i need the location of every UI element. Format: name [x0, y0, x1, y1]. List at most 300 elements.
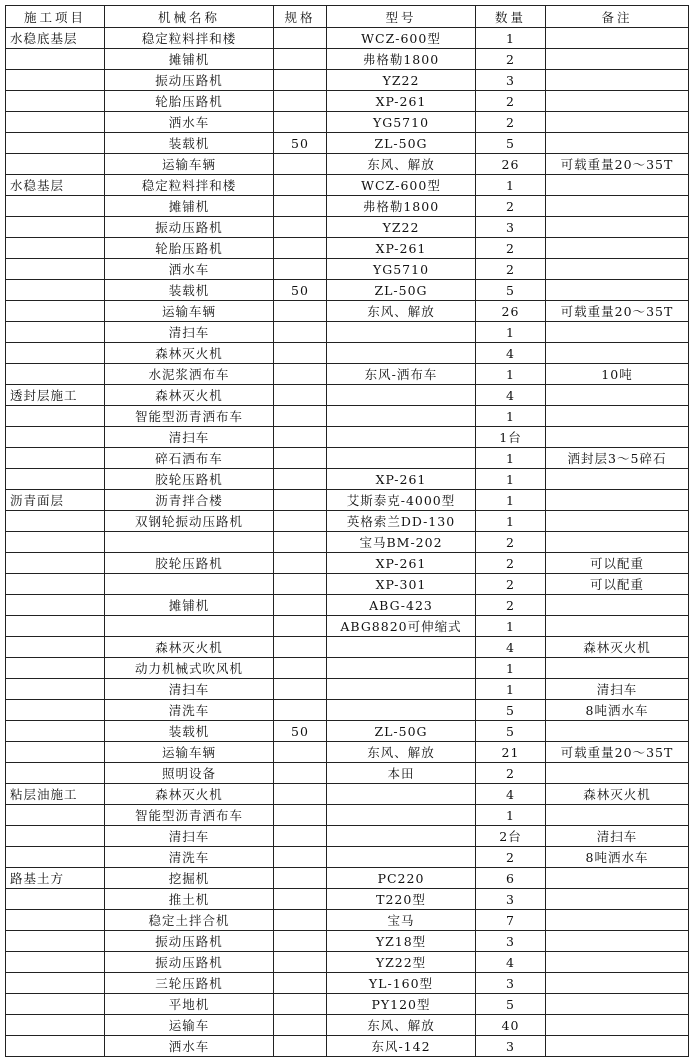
- machine-name-cell: 振动压路机: [105, 931, 274, 952]
- table-row: [6, 868, 689, 889]
- spec-cell: [274, 469, 327, 490]
- note-cell: [546, 70, 689, 91]
- machine-name-cell: [105, 574, 274, 595]
- header-quantity: 数量: [476, 6, 546, 28]
- spec-cell: [274, 868, 327, 889]
- note-cell: [546, 805, 689, 826]
- machine-name-cell: 胶轮压路机: [105, 553, 274, 574]
- project-cell: [6, 931, 105, 952]
- spec-cell: [274, 448, 327, 469]
- project-cell: 路基土方: [6, 868, 105, 889]
- table-row: [6, 679, 689, 700]
- note-cell: [546, 175, 689, 196]
- model-cell: [327, 322, 476, 343]
- spec-cell: [274, 784, 327, 805]
- quantity-cell: 2: [476, 259, 546, 280]
- note-cell: [546, 217, 689, 238]
- quantity-cell: 1: [476, 28, 546, 49]
- note-cell: [546, 490, 689, 511]
- model-cell: 宝马BM-202: [327, 532, 476, 553]
- spec-cell: [274, 112, 327, 133]
- quantity-cell: 1台: [476, 427, 546, 448]
- model-cell: YZ22: [327, 70, 476, 91]
- note-cell: [546, 910, 689, 931]
- machine-name-cell: 稳定土拌合机: [105, 910, 274, 931]
- model-cell: YG5710: [327, 259, 476, 280]
- model-cell: PC220: [327, 868, 476, 889]
- machine-name-cell: 轮胎压路机: [105, 238, 274, 259]
- model-cell: 本田: [327, 763, 476, 784]
- quantity-cell: 1: [476, 679, 546, 700]
- model-cell: YZ18型: [327, 931, 476, 952]
- spec-cell: [274, 196, 327, 217]
- project-cell: [6, 700, 105, 721]
- quantity-cell: 2: [476, 196, 546, 217]
- spec-cell: 50: [274, 280, 327, 301]
- table-row: [6, 91, 689, 112]
- spec-cell: [274, 595, 327, 616]
- spec-cell: [274, 574, 327, 595]
- table-row: [6, 700, 689, 721]
- table-row: [6, 784, 689, 805]
- project-cell: [6, 973, 105, 994]
- spec-cell: [274, 49, 327, 70]
- machine-name-cell: 洒水车: [105, 1036, 274, 1057]
- project-cell: [6, 217, 105, 238]
- project-cell: [6, 469, 105, 490]
- table-row: [6, 364, 689, 385]
- quantity-cell: 3: [476, 1036, 546, 1057]
- note-cell: [546, 427, 689, 448]
- project-cell: [6, 763, 105, 784]
- machine-name-cell: 振动压路机: [105, 952, 274, 973]
- spec-cell: [274, 490, 327, 511]
- note-cell: [546, 721, 689, 742]
- machine-name-cell: 运输车辆: [105, 154, 274, 175]
- table-row: [6, 301, 689, 322]
- table-row: [6, 28, 689, 49]
- project-cell: [6, 553, 105, 574]
- table-row: [6, 994, 689, 1015]
- project-cell: [6, 154, 105, 175]
- model-cell: YL-160型: [327, 973, 476, 994]
- equipment-table: [5, 5, 689, 1057]
- quantity-cell: 3: [476, 217, 546, 238]
- header-note: 备注: [546, 6, 689, 28]
- table-row: [6, 616, 689, 637]
- note-cell: [546, 931, 689, 952]
- machine-name-cell: 清扫车: [105, 322, 274, 343]
- machine-name-cell: 运输车辆: [105, 301, 274, 322]
- machine-name-cell: [105, 616, 274, 637]
- spec-cell: [274, 343, 327, 364]
- model-cell: YG5710: [327, 112, 476, 133]
- spec-cell: [274, 658, 327, 679]
- quantity-cell: 2: [476, 91, 546, 112]
- table-row: [6, 532, 689, 553]
- quantity-cell: 1: [476, 511, 546, 532]
- project-cell: [6, 574, 105, 595]
- spec-cell: [274, 70, 327, 91]
- note-cell: [546, 763, 689, 784]
- project-cell: [6, 133, 105, 154]
- model-cell: [327, 427, 476, 448]
- spec-cell: [274, 301, 327, 322]
- spec-cell: [274, 217, 327, 238]
- table-row: [6, 952, 689, 973]
- project-cell: [6, 889, 105, 910]
- machine-name-cell: 智能型沥青洒布车: [105, 805, 274, 826]
- table-row: [6, 448, 689, 469]
- quantity-cell: 2: [476, 574, 546, 595]
- spec-cell: [274, 910, 327, 931]
- table-row: [6, 154, 689, 175]
- quantity-cell: 1: [476, 658, 546, 679]
- quantity-cell: 5: [476, 721, 546, 742]
- spec-cell: [274, 322, 327, 343]
- table-row: [6, 427, 689, 448]
- model-cell: WCZ-600型: [327, 28, 476, 49]
- table-header: [6, 6, 689, 28]
- project-cell: [6, 1036, 105, 1057]
- model-cell: 弗格勒1800: [327, 49, 476, 70]
- machine-name-cell: 清洗车: [105, 700, 274, 721]
- project-cell: [6, 721, 105, 742]
- project-cell: [6, 742, 105, 763]
- table-row: [6, 742, 689, 763]
- machine-name-cell: 森林灭火机: [105, 385, 274, 406]
- spec-cell: [274, 175, 327, 196]
- project-cell: [6, 952, 105, 973]
- note-cell: [546, 952, 689, 973]
- quantity-cell: 5: [476, 700, 546, 721]
- quantity-cell: 26: [476, 154, 546, 175]
- quantity-cell: 7: [476, 910, 546, 931]
- model-cell: 东风、解放: [327, 301, 476, 322]
- quantity-cell: 6: [476, 868, 546, 889]
- table-row: [6, 511, 689, 532]
- machine-name-cell: 推土机: [105, 889, 274, 910]
- note-cell: [546, 658, 689, 679]
- table-row: [6, 406, 689, 427]
- model-cell: T220型: [327, 889, 476, 910]
- project-cell: [6, 616, 105, 637]
- project-cell: [6, 322, 105, 343]
- machine-name-cell: [105, 532, 274, 553]
- machine-name-cell: 运输车辆: [105, 742, 274, 763]
- note-cell: [546, 532, 689, 553]
- machine-name-cell: 稳定粒料拌和楼: [105, 28, 274, 49]
- quantity-cell: 1: [476, 469, 546, 490]
- machine-name-cell: 森林灭火机: [105, 343, 274, 364]
- table-row: [6, 385, 689, 406]
- machine-name-cell: 清洗车: [105, 847, 274, 868]
- note-cell: [546, 259, 689, 280]
- quantity-cell: 26: [476, 301, 546, 322]
- note-cell: [546, 469, 689, 490]
- spec-cell: [274, 28, 327, 49]
- model-cell: [327, 637, 476, 658]
- quantity-cell: 5: [476, 133, 546, 154]
- spec-cell: [274, 532, 327, 553]
- project-cell: [6, 595, 105, 616]
- model-cell: 艾斯泰克-4000型: [327, 490, 476, 511]
- model-cell: XP-301: [327, 574, 476, 595]
- model-cell: 东风、解放: [327, 154, 476, 175]
- table-row: [6, 763, 689, 784]
- note-cell: [546, 238, 689, 259]
- quantity-cell: 3: [476, 931, 546, 952]
- note-cell: [546, 280, 689, 301]
- project-cell: 透封层施工: [6, 385, 105, 406]
- table-row: [6, 490, 689, 511]
- model-cell: [327, 406, 476, 427]
- quantity-cell: 2: [476, 553, 546, 574]
- spec-cell: [274, 1036, 327, 1057]
- spec-cell: [274, 679, 327, 700]
- table-row: [6, 721, 689, 742]
- table-row: [6, 175, 689, 196]
- model-cell: 东风、解放: [327, 742, 476, 763]
- machine-name-cell: 摊铺机: [105, 196, 274, 217]
- quantity-cell: 3: [476, 70, 546, 91]
- machine-name-cell: 胶轮压路机: [105, 469, 274, 490]
- table-row: [6, 469, 689, 490]
- quantity-cell: 4: [476, 952, 546, 973]
- project-cell: [6, 112, 105, 133]
- quantity-cell: 2: [476, 112, 546, 133]
- spec-cell: 50: [274, 721, 327, 742]
- model-cell: ABG8820可伸缩式: [327, 616, 476, 637]
- header-model: 型号: [327, 6, 476, 28]
- project-cell: [6, 679, 105, 700]
- machine-name-cell: 沥青拌合楼: [105, 490, 274, 511]
- machine-name-cell: 轮胎压路机: [105, 91, 274, 112]
- model-cell: XP-261: [327, 91, 476, 112]
- machine-name-cell: 森林灭火机: [105, 637, 274, 658]
- quantity-cell: 3: [476, 889, 546, 910]
- quantity-cell: 1: [476, 364, 546, 385]
- quantity-cell: 4: [476, 637, 546, 658]
- note-cell: [546, 91, 689, 112]
- spec-cell: [274, 553, 327, 574]
- spec-cell: [274, 406, 327, 427]
- model-cell: [327, 343, 476, 364]
- table-row: [6, 658, 689, 679]
- project-cell: [6, 847, 105, 868]
- note-cell: [546, 1015, 689, 1036]
- project-cell: [6, 532, 105, 553]
- quantity-cell: 2: [476, 532, 546, 553]
- note-cell: 可以配重: [546, 574, 689, 595]
- quantity-cell: 1: [476, 448, 546, 469]
- quantity-cell: 40: [476, 1015, 546, 1036]
- note-cell: [546, 595, 689, 616]
- header-project: 施工项目: [6, 6, 105, 28]
- table-row: [6, 259, 689, 280]
- note-cell: [546, 322, 689, 343]
- quantity-cell: 1: [476, 322, 546, 343]
- spec-cell: [274, 154, 327, 175]
- spec-cell: [274, 805, 327, 826]
- machine-name-cell: 水泥浆洒布车: [105, 364, 274, 385]
- quantity-cell: 1: [476, 406, 546, 427]
- model-cell: [327, 805, 476, 826]
- machine-name-cell: 运输车: [105, 1015, 274, 1036]
- machine-name-cell: 清扫车: [105, 826, 274, 847]
- spec-cell: [274, 1015, 327, 1036]
- table-row: [6, 553, 689, 574]
- table-row: [6, 847, 689, 868]
- note-cell: 8吨洒水车: [546, 700, 689, 721]
- model-cell: ZL-50G: [327, 721, 476, 742]
- header-machine: 机械名称: [105, 6, 274, 28]
- project-cell: [6, 910, 105, 931]
- spec-cell: [274, 973, 327, 994]
- table-row: [6, 49, 689, 70]
- project-cell: 水稳基层: [6, 175, 105, 196]
- model-cell: ABG-423: [327, 595, 476, 616]
- machine-name-cell: 洒水车: [105, 112, 274, 133]
- note-cell: 森林灭火机: [546, 637, 689, 658]
- project-cell: 水稳底基层: [6, 28, 105, 49]
- note-cell: [546, 889, 689, 910]
- note-cell: [546, 868, 689, 889]
- spec-cell: [274, 238, 327, 259]
- quantity-cell: 4: [476, 385, 546, 406]
- model-cell: 英格索兰DD-130: [327, 511, 476, 532]
- model-cell: [327, 847, 476, 868]
- note-cell: [546, 28, 689, 49]
- quantity-cell: 4: [476, 784, 546, 805]
- table-row: [6, 910, 689, 931]
- machine-name-cell: 振动压路机: [105, 70, 274, 91]
- table-row: [6, 280, 689, 301]
- model-cell: [327, 679, 476, 700]
- note-cell: [546, 112, 689, 133]
- project-cell: [6, 805, 105, 826]
- machine-name-cell: 智能型沥青洒布车: [105, 406, 274, 427]
- machine-name-cell: 装载机: [105, 133, 274, 154]
- spec-cell: [274, 763, 327, 784]
- note-cell: 可载重量20～35T: [546, 742, 689, 763]
- project-cell: 沥青面层: [6, 490, 105, 511]
- table-row: [6, 322, 689, 343]
- table-row: [6, 973, 689, 994]
- project-cell: [6, 994, 105, 1015]
- quantity-cell: 2: [476, 595, 546, 616]
- model-cell: [327, 826, 476, 847]
- spec-cell: [274, 91, 327, 112]
- spec-cell: [274, 931, 327, 952]
- project-cell: [6, 637, 105, 658]
- note-cell: 清扫车: [546, 826, 689, 847]
- quantity-cell: 2台: [476, 826, 546, 847]
- spec-cell: [274, 994, 327, 1015]
- note-cell: 可以配重: [546, 553, 689, 574]
- model-cell: 东风-142: [327, 1036, 476, 1057]
- quantity-cell: 1: [476, 175, 546, 196]
- machine-name-cell: 动力机械式吹风机: [105, 658, 274, 679]
- note-cell: 森林灭火机: [546, 784, 689, 805]
- note-cell: 可载重量20～35T: [546, 154, 689, 175]
- table-body: [6, 28, 689, 1057]
- spec-cell: [274, 889, 327, 910]
- project-cell: [6, 301, 105, 322]
- model-cell: [327, 784, 476, 805]
- quantity-cell: 1: [476, 490, 546, 511]
- machine-name-cell: 振动压路机: [105, 217, 274, 238]
- quantity-cell: 3: [476, 973, 546, 994]
- table-row: [6, 1015, 689, 1036]
- project-cell: [6, 196, 105, 217]
- quantity-cell: 2: [476, 847, 546, 868]
- table-row: [6, 595, 689, 616]
- note-cell: 10吨: [546, 364, 689, 385]
- quantity-cell: 5: [476, 280, 546, 301]
- model-cell: [327, 448, 476, 469]
- spec-cell: [274, 511, 327, 532]
- project-cell: [6, 343, 105, 364]
- spec-cell: [274, 637, 327, 658]
- note-cell: [546, 49, 689, 70]
- note-cell: [546, 343, 689, 364]
- model-cell: ZL-50G: [327, 280, 476, 301]
- table-row: [6, 637, 689, 658]
- spec-cell: [274, 847, 327, 868]
- note-cell: [546, 973, 689, 994]
- table-row: [6, 805, 689, 826]
- spec-cell: [274, 616, 327, 637]
- model-cell: [327, 658, 476, 679]
- note-cell: [546, 994, 689, 1015]
- model-cell: [327, 700, 476, 721]
- note-cell: [546, 511, 689, 532]
- project-cell: [6, 427, 105, 448]
- table-row: [6, 133, 689, 154]
- machine-name-cell: 装载机: [105, 721, 274, 742]
- quantity-cell: 1: [476, 616, 546, 637]
- table-row: [6, 826, 689, 847]
- project-cell: [6, 280, 105, 301]
- machine-name-cell: 装载机: [105, 280, 274, 301]
- note-cell: [546, 1036, 689, 1057]
- table-row: [6, 112, 689, 133]
- table-row: [6, 217, 689, 238]
- quantity-cell: 2: [476, 763, 546, 784]
- table-row: [6, 70, 689, 91]
- model-cell: 弗格勒1800: [327, 196, 476, 217]
- note-cell: [546, 385, 689, 406]
- note-cell: 8吨洒水车: [546, 847, 689, 868]
- project-cell: [6, 1015, 105, 1036]
- machine-name-cell: 碎石洒布车: [105, 448, 274, 469]
- project-cell: [6, 70, 105, 91]
- note-cell: 可载重量20～35T: [546, 301, 689, 322]
- project-cell: [6, 259, 105, 280]
- project-cell: [6, 826, 105, 847]
- header-spec: 规格: [274, 6, 327, 28]
- model-cell: YZ22: [327, 217, 476, 238]
- quantity-cell: 2: [476, 49, 546, 70]
- machine-name-cell: 照明设备: [105, 763, 274, 784]
- project-cell: [6, 511, 105, 532]
- spec-cell: [274, 259, 327, 280]
- note-cell: 清扫车: [546, 679, 689, 700]
- spec-cell: [274, 385, 327, 406]
- project-cell: 粘层油施工: [6, 784, 105, 805]
- quantity-cell: 5: [476, 994, 546, 1015]
